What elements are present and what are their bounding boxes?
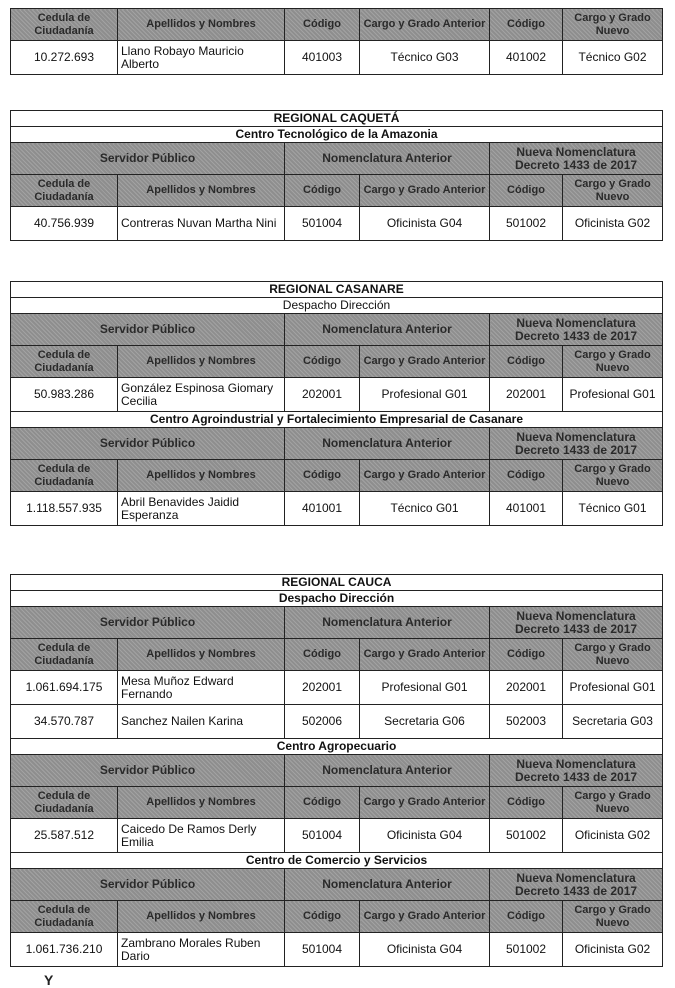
center-name: Despacho Dirección [11, 591, 663, 607]
header-cargo-nuevo: Cargo y Grado Nuevo [563, 9, 663, 41]
header-apellidos: Apellidos y Nombres [118, 787, 285, 819]
cell-codigo-anterior: 501004 [285, 207, 360, 241]
cell-cedula: 1.118.557.935 [11, 492, 118, 526]
cell-nombre: Zambrano Morales Ruben Dario [118, 933, 285, 967]
cell-cedula: 40.756.939 [11, 207, 118, 241]
cell-cedula: 34.570.787 [11, 705, 118, 739]
handwritten-mark: Y [44, 972, 54, 988]
cell-cargo-anterior: Secretaria G06 [360, 705, 490, 739]
cell-codigo-nuevo: 501002 [490, 207, 563, 241]
header-codigo-nuevo: Código [490, 787, 563, 819]
regional-cauca-table [10, 574, 663, 967]
regional-title: REGIONAL CAUCA [11, 575, 663, 591]
header-cargo-anterior: Cargo y Grado Anterior [360, 175, 490, 207]
cell-cedula: 25.587.512 [11, 819, 118, 853]
header-nomenclatura-nueva: Nueva Nomenclatura Decreto 1433 de 2017 [490, 314, 663, 346]
header-cargo-anterior: Cargo y Grado Anterior [360, 346, 490, 378]
cell-nombre: Sanchez Nailen Karina [118, 705, 285, 739]
cell-cargo-anterior: Oficinista G04 [360, 207, 490, 241]
cell-cargo-anterior: Técnico G01 [360, 492, 490, 526]
cell-codigo-nuevo: 501002 [490, 933, 563, 967]
cell-cargo-anterior: Profesional G01 [360, 378, 490, 412]
table-row [11, 671, 663, 705]
header-servidor: Servidor Público [11, 143, 285, 175]
center-name: Centro Tecnológico de la Amazonia [11, 127, 663, 143]
header-nomenclatura-nueva: Nueva Nomenclatura Decreto 1433 de 2017 [490, 143, 663, 175]
header-codigo-nuevo: Código [490, 9, 563, 41]
header-servidor: Servidor Público [11, 607, 285, 639]
header-nomenclatura-anterior: Nomenclatura Anterior [285, 428, 490, 460]
cell-codigo-nuevo: 202001 [490, 671, 563, 705]
header-cargo-nuevo: Cargo y Grado Nuevo [563, 460, 663, 492]
header-cedula: Cedula de Ciudadanía [11, 9, 118, 41]
header-apellidos: Apellidos y Nombres [118, 639, 285, 671]
header-cargo-nuevo: Cargo y Grado Nuevo [563, 901, 663, 933]
table-row [11, 819, 663, 853]
regional-title: REGIONAL CAQUETÁ [11, 111, 663, 127]
cell-cargo-anterior: Profesional G01 [360, 671, 490, 705]
header-apellidos: Apellidos y Nombres [118, 175, 285, 207]
header-codigo-anterior: Código [285, 901, 360, 933]
header-cargo-nuevo: Cargo y Grado Nuevo [563, 175, 663, 207]
cell-cargo-nuevo: Secretaria G03 [563, 705, 663, 739]
cell-cargo-nuevo: Oficinista G02 [563, 933, 663, 967]
header-apellidos: Apellidos y Nombres [118, 460, 285, 492]
header-nomenclatura-nueva: Nueva Nomenclatura Decreto 1433 de 2017 [490, 428, 663, 460]
header-nomenclatura-anterior: Nomenclatura Anterior [285, 143, 490, 175]
table-row [11, 41, 663, 75]
header-cargo-nuevo: Cargo y Grado Nuevo [563, 787, 663, 819]
cell-codigo-anterior: 401001 [285, 492, 360, 526]
table-row [11, 492, 663, 526]
cell-cargo-nuevo: Profesional G01 [563, 378, 663, 412]
header-servidor: Servidor Público [11, 755, 285, 787]
cell-cargo-nuevo: Oficinista G02 [563, 819, 663, 853]
regional-caqueta-table [10, 110, 663, 241]
cell-nombre: Llano Robayo Mauricio Alberto [118, 41, 285, 75]
cell-codigo-anterior: 202001 [285, 378, 360, 412]
regional-casanare-block [10, 281, 662, 526]
header-apellidos: Apellidos y Nombres [118, 346, 285, 378]
header-apellidos: Apellidos y Nombres [118, 9, 285, 41]
header-nomenclatura-anterior: Nomenclatura Anterior [285, 869, 490, 901]
cell-cargo-nuevo: Oficinista G02 [563, 207, 663, 241]
header-nomenclatura-nueva: Nueva Nomenclatura Decreto 1433 de 2017 [490, 755, 663, 787]
header-codigo-anterior: Código [285, 9, 360, 41]
cell-codigo-anterior: 501004 [285, 819, 360, 853]
header-cargo-anterior: Cargo y Grado Anterior [360, 9, 490, 41]
cell-cedula: 10.272.693 [11, 41, 118, 75]
cell-codigo-nuevo: 202001 [490, 378, 563, 412]
header-codigo-nuevo: Código [490, 346, 563, 378]
header-servidor: Servidor Público [11, 428, 285, 460]
cell-nombre: Caicedo De Ramos Derly Emilia [118, 819, 285, 853]
cell-cargo-anterior: Técnico G03 [360, 41, 490, 75]
cell-codigo-anterior: 501004 [285, 933, 360, 967]
table-row [11, 378, 663, 412]
cell-nombre: Contreras Nuvan Martha Nini [118, 207, 285, 241]
header-nomenclatura-nueva: Nueva Nomenclatura Decreto 1433 de 2017 [490, 869, 663, 901]
header-cedula: Cedula de Ciudadanía [11, 175, 118, 207]
center-name: Centro de Comercio y Servicios [11, 853, 663, 869]
cell-nombre: Mesa Muñoz Edward Fernando [118, 671, 285, 705]
center-name: Centro Agropecuario [11, 739, 663, 755]
regional-caqueta-block [10, 110, 662, 241]
header-cedula: Cedula de Ciudadanía [11, 901, 118, 933]
header-codigo-nuevo: Código [490, 460, 563, 492]
header-apellidos: Apellidos y Nombres [118, 901, 285, 933]
header-codigo-anterior: Código [285, 787, 360, 819]
regional-cauca-block [10, 574, 662, 967]
cell-cargo-nuevo: Técnico G01 [563, 492, 663, 526]
header-nomenclatura-anterior: Nomenclatura Anterior [285, 607, 490, 639]
cell-cedula: 50.983.286 [11, 378, 118, 412]
cell-nombre: González Espinosa Giomary Cecilia [118, 378, 285, 412]
cell-nombre: Abril Benavides Jaidid Esperanza [118, 492, 285, 526]
cell-codigo-nuevo: 501002 [490, 819, 563, 853]
header-nomenclatura-anterior: Nomenclatura Anterior [285, 314, 490, 346]
cell-codigo-nuevo: 401002 [490, 41, 563, 75]
cell-cargo-anterior: Oficinista G04 [360, 933, 490, 967]
center-name: Centro Agroindustrial y Fortalecimiento Empresarial de Casanare [11, 412, 663, 428]
cell-codigo-anterior: 202001 [285, 671, 360, 705]
header-codigo-nuevo: Código [490, 901, 563, 933]
header-cargo-nuevo: Cargo y Grado Nuevo [563, 346, 663, 378]
header-codigo-nuevo: Código [490, 175, 563, 207]
header-cargo-nuevo: Cargo y Grado Nuevo [563, 639, 663, 671]
header-codigo-nuevo: Código [490, 639, 563, 671]
cell-cedula: 1.061.694.175 [11, 671, 118, 705]
header-cedula: Cedula de Ciudadanía [11, 346, 118, 378]
header-cedula: Cedula de Ciudadanía [11, 639, 118, 671]
table-row [11, 207, 663, 241]
cell-codigo-anterior: 401003 [285, 41, 360, 75]
header-cargo-anterior: Cargo y Grado Anterior [360, 787, 490, 819]
regional-title: REGIONAL CASANARE [11, 282, 663, 298]
header-cedula: Cedula de Ciudadanía [11, 787, 118, 819]
header-cargo-anterior: Cargo y Grado Anterior [360, 639, 490, 671]
regional-casanare-table [10, 281, 663, 526]
top-table [10, 8, 663, 75]
center-name: Despacho Dirección [11, 298, 663, 314]
table-row [11, 705, 663, 739]
cell-cedula: 1.061.736.210 [11, 933, 118, 967]
header-servidor: Servidor Público [11, 869, 285, 901]
header-cargo-anterior: Cargo y Grado Anterior [360, 460, 490, 492]
header-codigo-anterior: Código [285, 639, 360, 671]
header-codigo-anterior: Código [285, 175, 360, 207]
header-servidor: Servidor Público [11, 314, 285, 346]
header-codigo-anterior: Código [285, 460, 360, 492]
cell-codigo-nuevo: 401001 [490, 492, 563, 526]
header-codigo-anterior: Código [285, 346, 360, 378]
header-nomenclatura-anterior: Nomenclatura Anterior [285, 755, 490, 787]
header-cedula: Cedula de Ciudadanía [11, 460, 118, 492]
cell-cargo-anterior: Oficinista G04 [360, 819, 490, 853]
cell-codigo-anterior: 502006 [285, 705, 360, 739]
top-table-block [10, 8, 662, 75]
header-cargo-anterior: Cargo y Grado Anterior [360, 901, 490, 933]
cell-codigo-nuevo: 502003 [490, 705, 563, 739]
cell-cargo-nuevo: Técnico G02 [563, 41, 663, 75]
cell-cargo-nuevo: Profesional G01 [563, 671, 663, 705]
header-nomenclatura-nueva: Nueva Nomenclatura Decreto 1433 de 2017 [490, 607, 663, 639]
table-row [11, 933, 663, 967]
